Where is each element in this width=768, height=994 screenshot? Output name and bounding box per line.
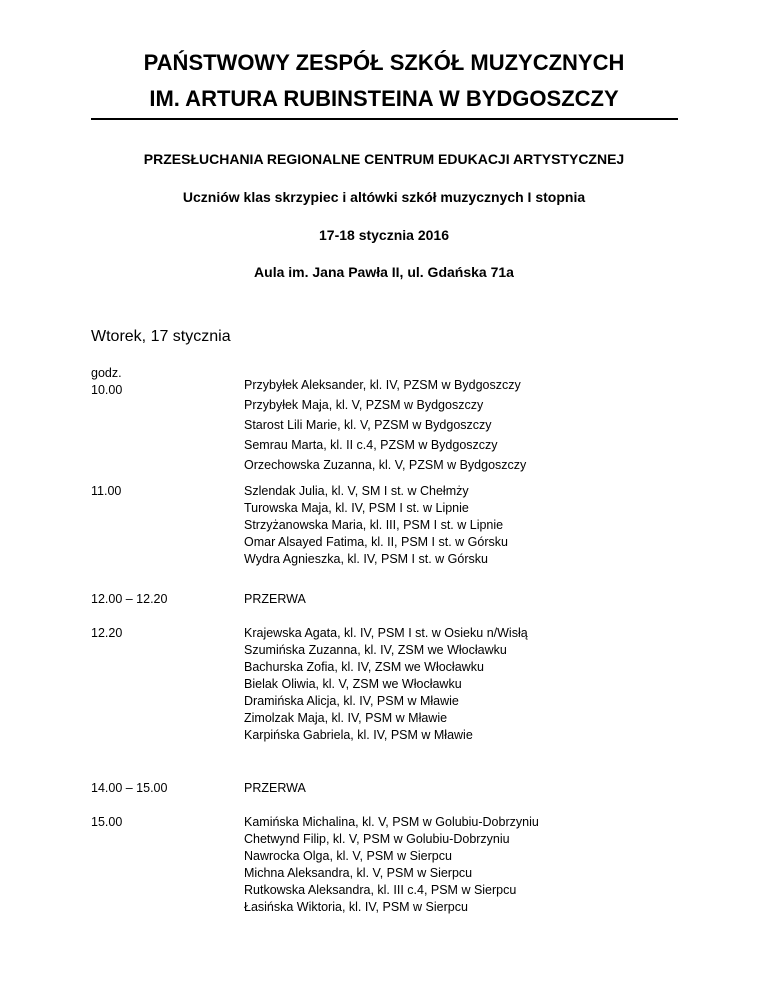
slot-time: 12.00 – 12.20 — [91, 592, 168, 606]
list-item: Łasińska Wiktoria, kl. IV, PSM w Sierpcu — [244, 900, 468, 914]
slot-time: 15.00 — [91, 815, 123, 829]
header-divider — [91, 118, 678, 120]
list-item: Szlendak Julia, kl. V, SM I st. w Chełmży — [244, 484, 469, 498]
time-slot — [91, 591, 691, 625]
slot-entries — [244, 625, 691, 780]
slot-time: 12.20 — [91, 626, 123, 640]
list-item: Wydra Agnieszka, kl. IV, PSM I st. w Górsku — [244, 552, 488, 566]
event-participants: Uczniów klas skrzypiec i altówki szkół muzycznych I stopnia — [182, 189, 586, 205]
list-item: Orzechowska Zuzanna, kl. V, PZSM w Bydgoszczy — [244, 458, 527, 472]
slot-time: 14.00 – 15.00 — [91, 781, 168, 795]
list-item: Kamińska Michalina, kl. V, PSM w Golubiu-Dobrzyniu — [244, 815, 539, 829]
list-item: Karpińska Gabriela, kl. IV, PSM w Mławie — [244, 728, 473, 742]
time-slot — [91, 814, 691, 916]
list-item: Przybyłek Aleksander, kl. IV, PZSM w Bydgoszczy — [244, 378, 521, 392]
list-item: Szumińska Zuzanna, kl. IV, ZSM we Włocławku — [244, 643, 507, 657]
list-item: Nawrocka Olga, kl. V, PSM w Sierpcu — [244, 849, 452, 863]
list-item: Turowska Maja, kl. IV, PSM I st. w Lipnie — [244, 501, 469, 515]
slot-entries — [244, 814, 691, 916]
slot-time — [91, 365, 244, 483]
schedule — [91, 365, 691, 916]
list-item: Omar Alsayed Fatima, kl. II, PSM I st. w Górsku — [244, 535, 508, 549]
list-item: Semrau Marta, kl. II c.4, PZSM w Bydgoszczy — [244, 438, 498, 452]
school-name-line1: PAŃSTWOWY ZESPÓŁ SZKÓŁ MUZYCZNYCH — [143, 50, 625, 75]
event-name: PRZESŁUCHANIA REGIONALNE CENTRUM EDUKACJI ARTYSTYCZNEJ — [143, 151, 625, 167]
slot-entries — [244, 483, 691, 591]
list-item: Chetwynd Filip, kl. V, PSM w Golubiu-Dobrzyniu — [244, 832, 510, 846]
slot-entries — [244, 365, 691, 483]
list-item: Przybyłek Maja, kl. V, PZSM w Bydgoszczy — [244, 398, 484, 412]
time-slot — [91, 625, 691, 780]
list-item: Bachurska Zofia, kl. IV, ZSM we Włocławku — [244, 660, 484, 674]
list-item: Dramińska Alicja, kl. IV, PSM w Mławie — [244, 694, 459, 708]
time-slot — [91, 365, 691, 483]
list-item: Michna Aleksandra, kl. V, PSM w Sierpcu — [244, 866, 473, 880]
list-item: Starost Lili Marie, kl. V, PZSM w Bydgoszczy — [244, 418, 492, 432]
time-slot — [91, 483, 691, 591]
event-dates: 17-18 stycznia 2016 — [319, 227, 449, 243]
break-label: PRZERWA — [244, 592, 306, 606]
slot-entries — [244, 591, 691, 625]
break-label: PRZERWA — [244, 781, 306, 795]
list-item: Strzyżanowska Maria, kl. III, PSM I st. w Lipnie — [244, 518, 504, 532]
slot-time: 11.00 — [91, 484, 122, 498]
day-heading: Wtorek, 17 stycznia — [91, 328, 231, 345]
time-slot — [91, 780, 691, 814]
slot-entries — [244, 780, 691, 814]
list-item: Zimolzak Maja, kl. IV, PSM w Mławie — [244, 711, 448, 725]
time-prefix: godz. — [91, 366, 122, 380]
list-item: Bielak Oliwia, kl. V, ZSM we Włocławku — [244, 677, 462, 691]
list-item: Rutkowska Aleksandra, kl. III c.4, PSM w Sierpcu — [244, 883, 517, 897]
list-item: Krajewska Agata, kl. IV, PSM I st. w Osieku n/Wisłą — [244, 626, 528, 640]
time-value: 10.00 — [91, 383, 123, 397]
event-venue: Aula im. Jana Pawła II, ul. Gdańska 71a — [254, 264, 514, 280]
school-name-line2: IM. ARTURA RUBINSTEINA W BYDGOSZCZY — [149, 86, 619, 111]
